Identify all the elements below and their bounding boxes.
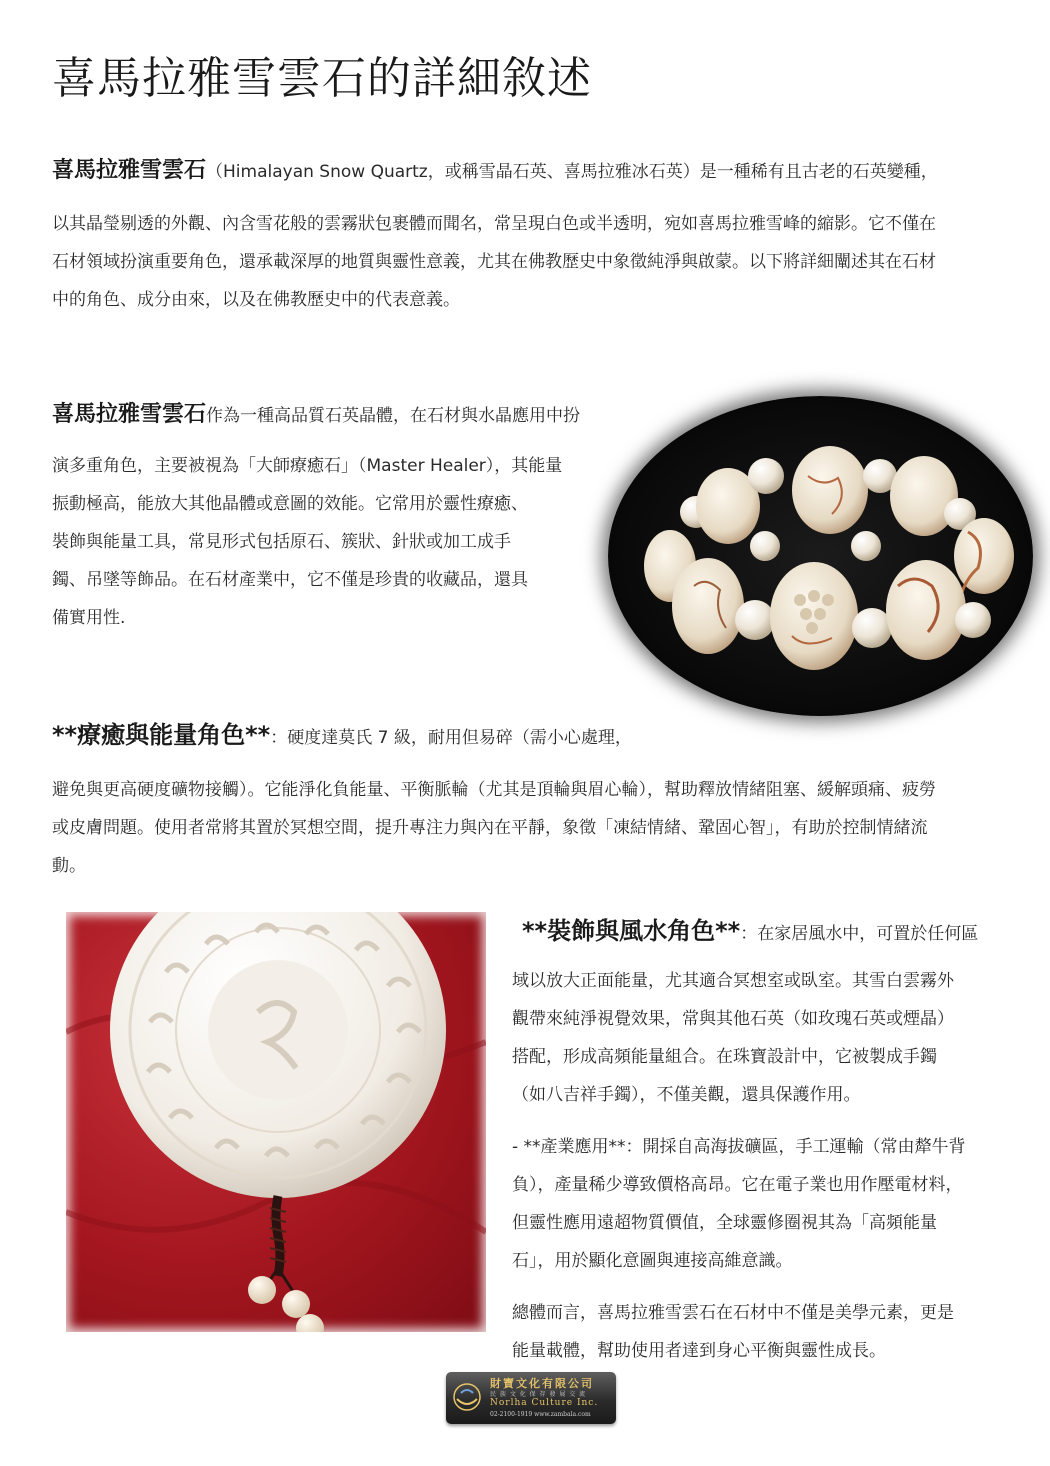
decor-line-3: 觀帶來純淨視覺效果，常與其他石英（如玫瑰石英或煙晶）: [512, 1009, 954, 1029]
intro-line-4: 中的角色、成分由來，以及在佛教歷史中的代表意義。: [52, 290, 460, 310]
bracelet-illustration: [608, 396, 1033, 716]
logo-tagline: 民 族 文 化 保 存 發 展 交 流: [490, 1391, 587, 1398]
stone-line-6: 備實用性.: [52, 608, 126, 628]
company-emblem-icon: [452, 1382, 482, 1412]
pendant-illustration: [66, 912, 486, 1332]
decor-section: [522, 912, 978, 953]
decor-line-5: （如八吉祥手鐲），不僅美觀，還具保護作用。: [512, 1085, 861, 1105]
industry-section: [512, 1128, 966, 1280]
stone-section: [52, 396, 580, 637]
intro-line-2: 以其晶瑩剔透的外觀、內含雪花般的雲霧狀包裹體而聞名，常呈現白色或半透明，宛如喜馬拉雅雪峰的縮影。它不僅在: [52, 214, 936, 234]
stone-line-2: 演多重角色，主要被視為「大師療癒石」（Master Healer），其能量: [52, 456, 563, 476]
decor-line-4: 搭配，形成高頻能量組合。在珠寶設計中，它被製成手鐲: [512, 1047, 937, 1067]
summary-section: [512, 1294, 954, 1370]
healing-lead: **療癒與能量角色**: [52, 721, 271, 749]
summary-line-1: 總體而言，喜馬拉雅雪雲石在石材中不僅是美學元素，更是: [512, 1303, 954, 1323]
stone-line-1: 作為一種高品質石英晶體，在石材與水晶應用中扮: [206, 406, 581, 426]
logo-name-cn: 財寶文化有限公司: [490, 1377, 594, 1390]
industry-line-2: 負），產量稀少導致價格高昂。它在電子業也用作壓電材料，: [512, 1175, 963, 1195]
summary-line-2: 能量載體，幫助使用者達到身心平衡與靈性成長。: [512, 1341, 886, 1361]
healing-line-4: 動。: [52, 856, 86, 876]
healing-line-2: 避免與更高硬度礦物接觸）。它能淨化負能量、平衡脈輪（尤其是頂輪與眉心輪），幫助釋放情緒阻塞、緩解頭痛、疲勞: [52, 780, 936, 800]
industry-line-4: 石」，用於顯化意圖與連接高維意識。: [512, 1251, 793, 1271]
industry-line-1: - **產業應用**：開採自高海拔礦區，手工運輸（常由犛牛背: [512, 1137, 966, 1157]
stone-lead: 喜馬拉雅雪雲石: [52, 402, 207, 427]
company-logo: [446, 1372, 616, 1424]
healing-line-3: 或皮膚問題。使用者常將其置於冥想空間，提升專注力與內在平靜，象徵「凍結情緒、鞏固心智」，有助於控制情緒流: [52, 818, 928, 838]
logo-name-en: Norlha Culture Inc.: [490, 1398, 599, 1408]
pendant-photo: [66, 912, 486, 1332]
stone-line-3: 振動極高，能放大其他晶體或意圖的效能。它常用於靈性療癒、: [52, 494, 528, 514]
stone-line-4: 裝飾與能量工具，常見形式包括原石、簇狀、針狀或加工成手: [52, 532, 511, 552]
bracelet-photo: [608, 396, 1033, 716]
intro-paragraph: [52, 152, 938, 319]
decor-lead: **裝飾與風水角色**: [522, 917, 741, 945]
intro-lead: 喜馬拉雅雪雲石: [52, 158, 207, 183]
industry-line-3: 但靈性應用遠超物質價值，全球靈修圈視其為「高頻能量: [512, 1213, 937, 1233]
intro-line-1: （Himalayan Snow Quartz，或稱雪晶石英、喜馬拉雅冰石英）是一種稀有且古老的石英變種，: [206, 162, 938, 182]
healing-line-1: ：硬度達莫氏 7 級，耐用但易碎（需小心處理，: [270, 728, 632, 748]
healing-section: [52, 716, 936, 885]
decor-line-2: 域以放大正面能量，尤其適合冥想室或臥室。其雪白雲霧外: [512, 971, 954, 991]
logo-contact: 02-2100-1919 www.zambala.com: [490, 1411, 591, 1418]
decor-body: [512, 962, 954, 1114]
stone-line-5: 鐲、吊墜等飾品。在石材產業中，它不僅是珍貴的收藏品，還具: [52, 570, 528, 590]
page-title: 喜馬拉雅雪雲石的詳細敘述: [52, 53, 592, 104]
decor-line-1: ：在家居風水中，可置於任何區: [740, 924, 979, 944]
intro-line-3: 石材領域扮演重要角色，還承載深厚的地質與靈性意義，尤其在佛教歷史中象徵純淨與啟蒙。以下將詳細闡述其在石材: [52, 252, 936, 272]
